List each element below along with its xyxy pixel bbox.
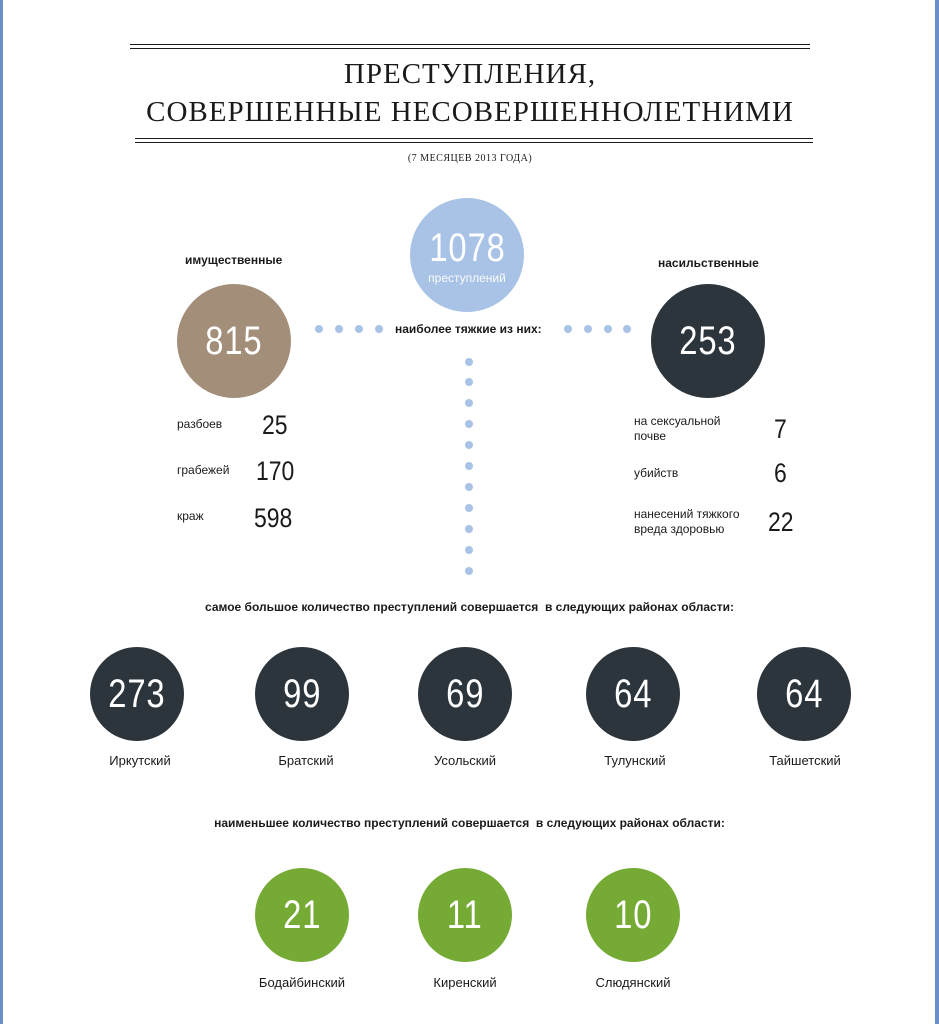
violent-item-label: на сексуальной почве bbox=[634, 414, 721, 443]
violent-value: 253 bbox=[679, 319, 737, 363]
connector-dot bbox=[465, 525, 473, 533]
connector-dot bbox=[465, 546, 473, 554]
district-circle-most bbox=[586, 647, 680, 741]
connector-dot bbox=[465, 420, 473, 428]
connector-dot bbox=[315, 325, 323, 333]
top-rule-2 bbox=[130, 48, 810, 49]
total-circle bbox=[410, 198, 524, 312]
violent-item-value: 7 bbox=[774, 414, 787, 444]
period-subtitle: (7 МЕСЯЦЕВ 2013 ГОДА) bbox=[407, 153, 533, 164]
district-value: 64 bbox=[613, 672, 653, 716]
total-unit: преступлений bbox=[428, 271, 506, 285]
connector-label: наиболее тяжкие из них: bbox=[395, 322, 542, 336]
district-circle-least bbox=[586, 868, 680, 962]
district-circle-most bbox=[90, 647, 184, 741]
connector-dot bbox=[564, 325, 572, 333]
violent-circle bbox=[651, 284, 765, 398]
district-value: 64 bbox=[784, 672, 824, 716]
most-heading: самое большое количество преступлений совершается в следующих районах области: bbox=[205, 600, 734, 614]
district-name: Киренский bbox=[433, 975, 497, 990]
district-name: Слюдянский bbox=[595, 975, 671, 990]
violent-heading: насильственные bbox=[658, 256, 759, 270]
district-circle-most bbox=[418, 647, 512, 741]
district-name: Иркутский bbox=[109, 753, 171, 768]
property-item-value: 598 bbox=[254, 503, 293, 533]
district-circle-most bbox=[255, 647, 349, 741]
left-border bbox=[0, 0, 3, 1024]
connector-dot bbox=[465, 567, 473, 575]
connector-dot bbox=[623, 325, 631, 333]
bottom-rule-1 bbox=[135, 138, 813, 139]
district-value: 273 bbox=[108, 672, 166, 716]
page-title-line1: ПРЕСТУПЛЕНИЯ, bbox=[343, 58, 597, 90]
district-value: 11 bbox=[447, 893, 483, 937]
property-item-label: разбоев bbox=[177, 417, 223, 431]
district-circle-most bbox=[757, 647, 851, 741]
district-name: Братский bbox=[278, 753, 334, 768]
violent-item-label: нанесений тяжкого вреда здоровью bbox=[634, 507, 740, 536]
bottom-rule-2 bbox=[135, 142, 813, 143]
district-value: 69 bbox=[445, 672, 485, 716]
district-name: Бодайбинский bbox=[258, 975, 346, 990]
connector-dot bbox=[465, 483, 473, 491]
right-border bbox=[935, 0, 939, 1024]
property-item-label: грабежей bbox=[177, 463, 230, 477]
violent-item-label: убийств bbox=[634, 466, 679, 480]
district-value: 99 bbox=[282, 672, 322, 716]
district-circle-least bbox=[418, 868, 512, 962]
property-item-value: 25 bbox=[262, 410, 288, 440]
property-heading: имущественные bbox=[185, 253, 283, 267]
violent-item-value: 22 bbox=[768, 507, 794, 537]
connector-dot bbox=[465, 399, 473, 407]
connector-dot bbox=[465, 504, 473, 512]
connector-dot bbox=[375, 325, 383, 333]
connector-dot bbox=[584, 325, 592, 333]
connector-dot bbox=[355, 325, 363, 333]
connector-dot bbox=[604, 325, 612, 333]
connector-dot bbox=[465, 358, 473, 366]
top-rule-1 bbox=[130, 44, 810, 45]
violent-item-value: 6 bbox=[774, 458, 787, 488]
connector-dot bbox=[465, 378, 473, 386]
property-item-value: 170 bbox=[256, 456, 295, 486]
property-item-label: краж bbox=[177, 509, 204, 523]
connector-dot bbox=[335, 325, 343, 333]
district-name: Тулунский bbox=[604, 753, 666, 768]
connector-dot bbox=[465, 462, 473, 470]
district-name: Тайшетский bbox=[769, 753, 841, 768]
total-value: 1078 bbox=[428, 226, 506, 270]
district-circle-least bbox=[255, 868, 349, 962]
property-circle bbox=[177, 284, 291, 398]
least-heading: наименьшее количество преступлений совершается в следующих районах области: bbox=[214, 816, 725, 830]
connector-dot bbox=[465, 441, 473, 449]
district-name: Усольский bbox=[433, 753, 497, 768]
district-value: 21 bbox=[282, 893, 322, 937]
district-value: 10 bbox=[613, 893, 653, 937]
page-title-line2: СОВЕРШЕННЫЕ НЕСОВЕРШЕННОЛЕТНИМИ bbox=[146, 96, 794, 128]
property-value: 815 bbox=[205, 319, 263, 363]
